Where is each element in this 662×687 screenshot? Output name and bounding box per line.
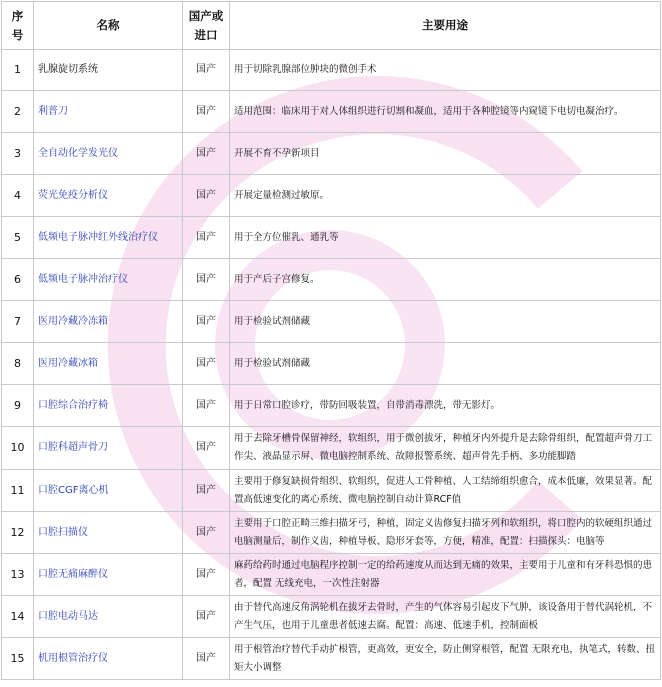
header-origin: 国产或 进口 [183,2,230,50]
row-origin: 国产 [183,596,230,638]
row-origin: 国产 [183,385,230,427]
row-use: 用于检验试剂储藏 [230,301,661,343]
row-use: 用于检验试剂储藏 [230,343,661,385]
equipment-table [1,1,661,680]
table-row [2,427,661,470]
row-use: 由于替代高速反角涡轮机在拔牙去骨时，产生的气体容易引起皮下气肿，该设备用于替代涡轮机，不产生气压，也用于儿童患者低速去腐。配置：高速、低速手机，控制面板 [230,596,661,638]
row-name: 机用根管治疗仪 [34,638,183,680]
row-name: 利普刀 [34,91,183,133]
row-number: 9 [2,385,34,427]
row-number: 13 [2,554,34,596]
table-row [2,217,661,259]
row-number: 4 [2,175,34,217]
row-number: 2 [2,91,34,133]
row-origin: 国产 [183,638,230,680]
row-origin: 国产 [183,91,230,133]
row-number: 1 [2,50,34,91]
header-no: 序 号 [2,2,34,50]
row-number: 3 [2,133,34,175]
table-row [2,301,661,343]
row-use: 麻药给药时通过电脑程序控制一定的给药速度从而达到无痛的效果，主要用于儿童和有牙科恐惧的患者，配置 无线充电，一次性注射器 [230,554,661,596]
table-row [2,343,661,385]
table-row [2,385,661,427]
row-origin: 国产 [183,470,230,512]
row-origin: 国产 [183,259,230,301]
row-use: 适用范围：临床用于对人体组织进行切割和凝血，适用于各种腔镜等内窥镜下电切电凝治疗。 [230,91,661,133]
row-name: 医用冷藏冰箱 [34,343,183,385]
table-row [2,259,661,301]
row-origin: 国产 [183,50,230,91]
row-number: 14 [2,596,34,638]
row-name: 口腔电动马达 [34,596,183,638]
table-row [2,175,661,217]
table-row [2,133,661,175]
header-name: 名称 [34,2,183,50]
row-use: 用于切除乳腺部位肿块的微创手术 [230,50,661,91]
table-row [2,512,661,554]
row-origin: 国产 [183,133,230,175]
table-header-row [2,2,661,50]
row-name: 口腔综合治疗椅 [34,385,183,427]
row-name: 低频电子脉冲治疗仪 [34,259,183,301]
row-origin: 国产 [183,301,230,343]
table-row [2,50,661,91]
row-use: 用于日常口腔诊疗，带防回吸装置，自带消毒漂洗，带无影灯。 [230,385,661,427]
row-name: 口腔科超声骨刀 [34,427,183,470]
row-use: 开展不育不孕新项目 [230,133,661,175]
row-use: 开展定量检测过敏原。 [230,175,661,217]
row-number: 15 [2,638,34,680]
row-use: 主要用于口腔正畸三维扫描牙弓，种植，固定义齿修复扫描牙列和软组织，将口腔内的软硬组织通过电脑测量后，制作义齿，种植导板、隐形牙套等，方便，精准，配置：扫描探头：电脑等 [230,512,661,554]
row-use: 主要用于修复缺损骨组织、软组织，促进人工骨种植、人工结缔组织愈合，成本低廉，效果显著。配置高低速变化的离心系统、微电脑控制自动计算RCF值 [230,470,661,512]
row-number: 10 [2,427,34,470]
table-row [2,638,661,680]
row-use: 用于产后子宫修复。 [230,259,661,301]
row-number: 12 [2,512,34,554]
row-origin: 国产 [183,512,230,554]
row-origin: 国产 [183,343,230,385]
row-name: 口腔CGF离心机 [34,470,183,512]
row-origin: 国产 [183,175,230,217]
table-row [2,91,661,133]
row-origin: 国产 [183,427,230,470]
table-row [2,470,661,512]
row-number: 7 [2,301,34,343]
row-name: 全自动化学发光仪 [34,133,183,175]
row-number: 11 [2,470,34,512]
row-number: 5 [2,217,34,259]
table-row [2,596,661,638]
header-use: 主要用途 [230,2,661,50]
row-origin: 国产 [183,554,230,596]
row-name: 口腔无痛麻醉仪 [34,554,183,596]
row-origin: 国产 [183,217,230,259]
row-number: 6 [2,259,34,301]
row-name: 医用冷藏冷冻箱 [34,301,183,343]
row-name: 低频电子脉冲红外线治疗仪 [34,217,183,259]
table-row [2,554,661,596]
row-use: 用于全方位催乳、通乳等 [230,217,661,259]
row-name: 乳腺旋切系统 [34,50,183,91]
row-name: 口腔扫描仪 [34,512,183,554]
row-use: 用于去除牙槽骨保留神经，软组织，用于微创拔牙，种植牙内外提升是去除骨组织，配置超声骨刀工作尖、液晶显示屏、微电脑控制系统、故障报警系统、超声骨先手柄、多功能脚踏 [230,427,661,470]
row-number: 8 [2,343,34,385]
row-name: 荧光免疫分析仪 [34,175,183,217]
row-use: 用于根管治疗替代手动扩根管，更高效，更安全，防止侧穿根管，配置 无限充电，执笔式，转数、扭矩大小调整 [230,638,661,680]
